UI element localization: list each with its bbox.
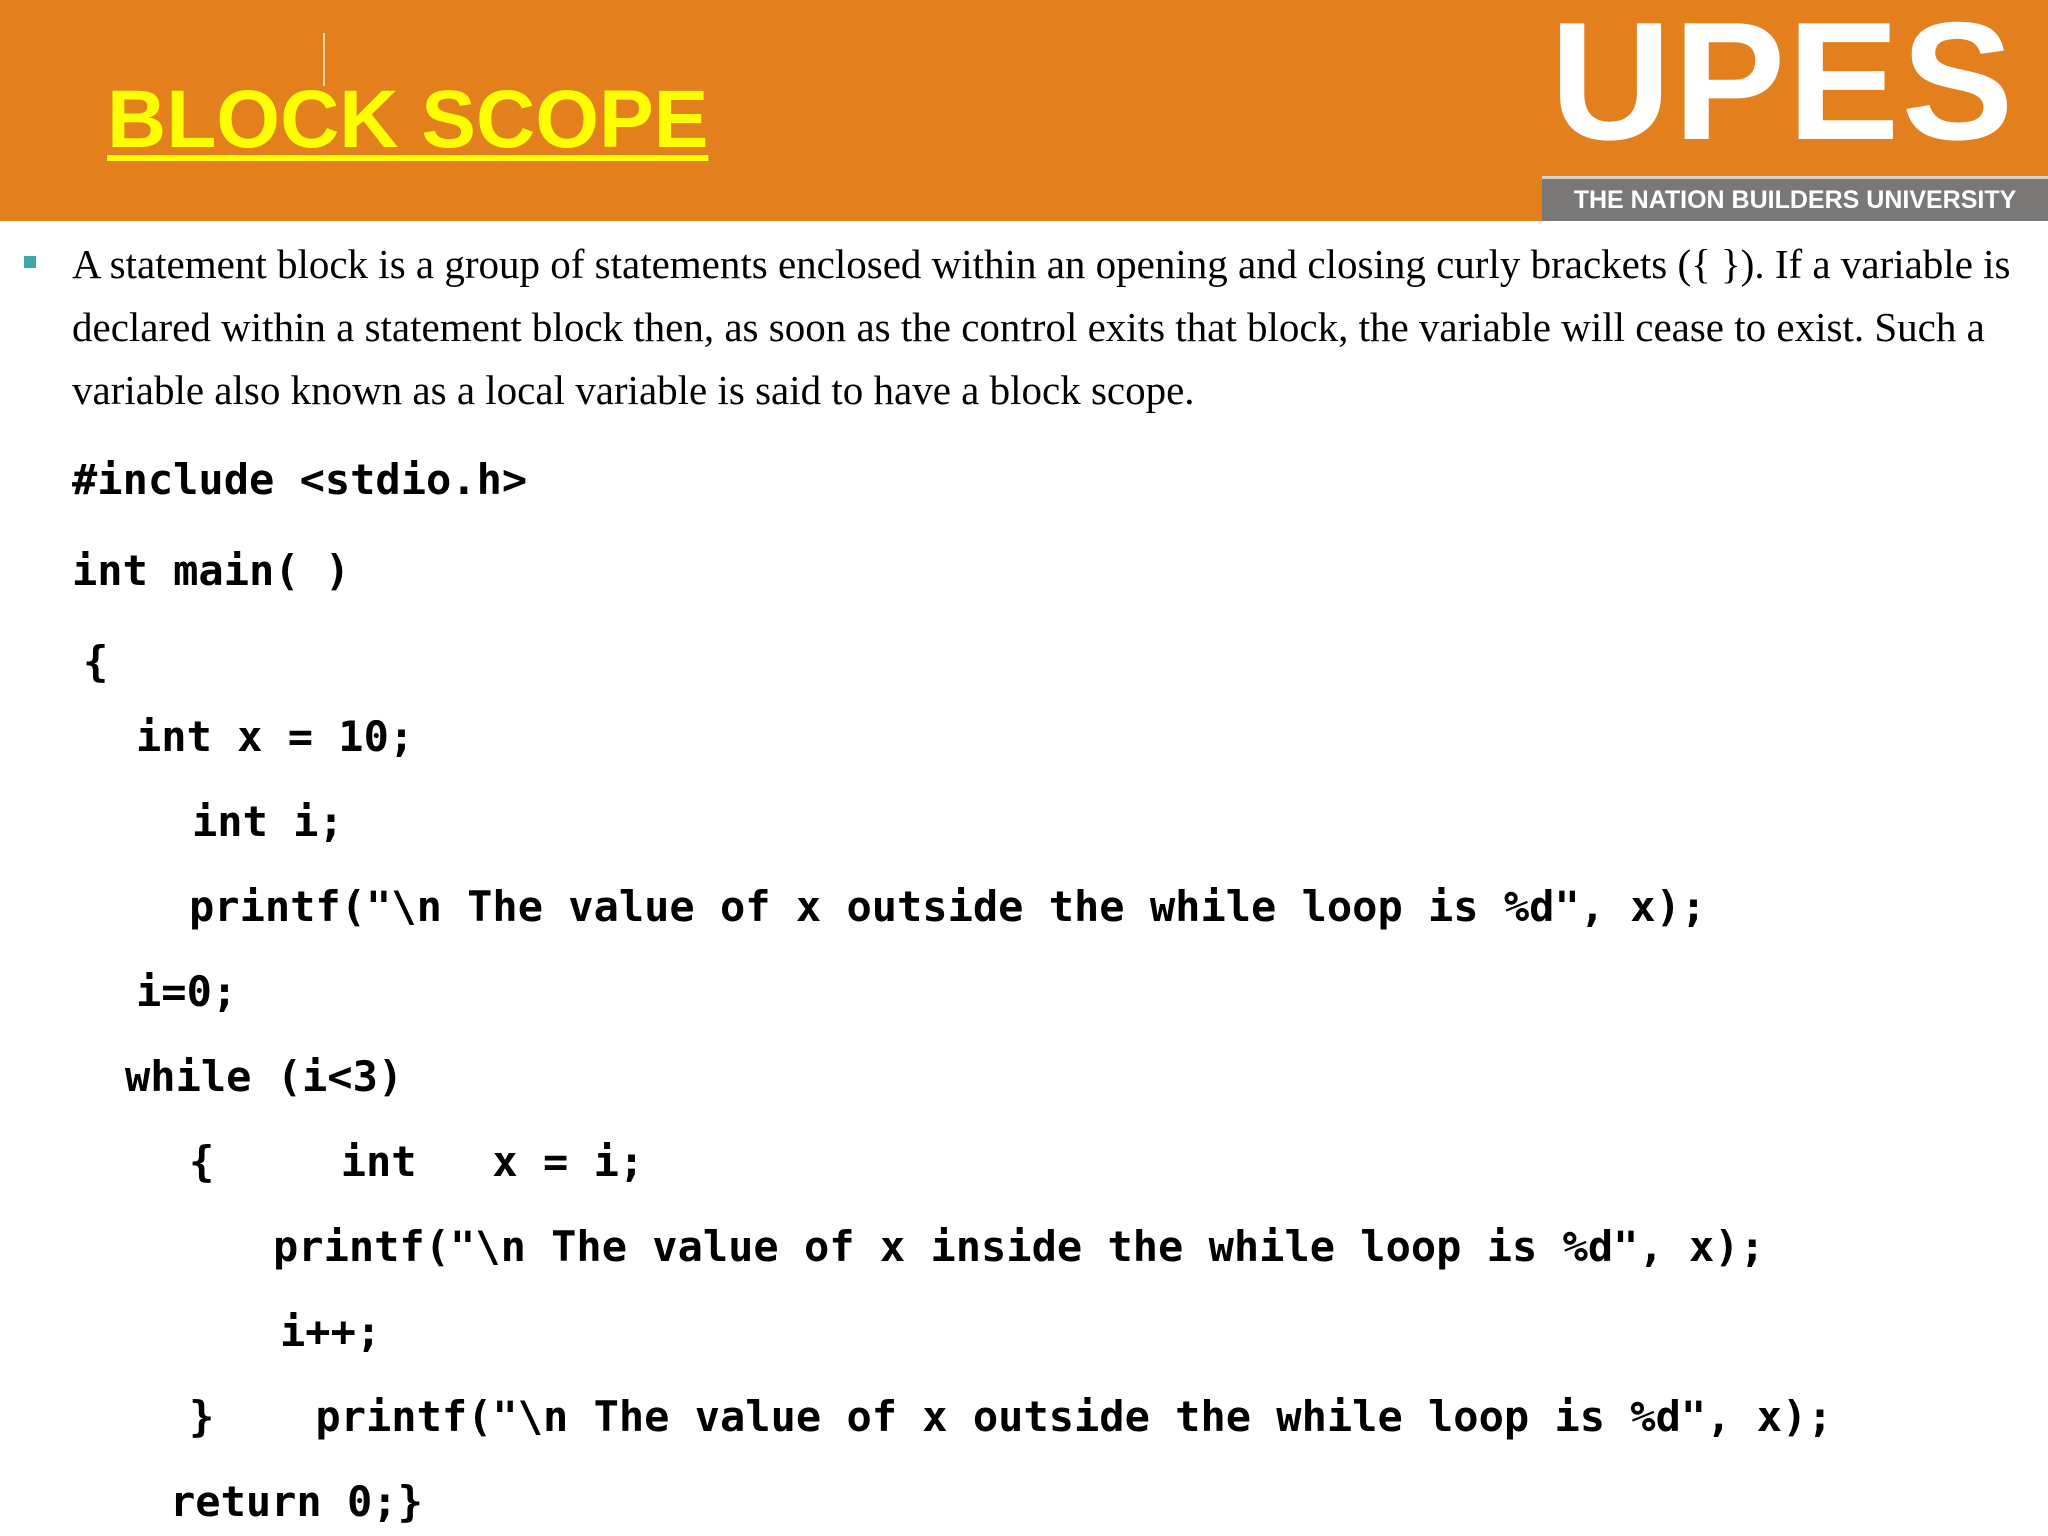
logo-tagline: THE NATION BUILDERS UNIVERSITY bbox=[1573, 186, 2017, 214]
upes-logo bbox=[1542, 0, 2048, 221]
code-line-printf-outside: printf("\n The value of x outside the while loop is %d", x); bbox=[189, 882, 1707, 931]
slide-title: BLOCK SCOPE bbox=[107, 74, 709, 165]
code-line-include: #include <stdio.h> bbox=[72, 455, 528, 504]
logo-tagline-bar bbox=[1542, 176, 2048, 221]
bullet-paragraph: A statement block is a group of statements enclosed within an opening and closing curly brackets ({ }). If a variable is declared within a statement block then, as soon as the control exits that block, the variable will cease to exist. Such a variable also known as a local variable is said to have a block scope. bbox=[72, 241, 2021, 413]
code-line-return: return 0;} bbox=[170, 1477, 423, 1526]
code-line-int-i: int i; bbox=[192, 797, 344, 846]
code-line-while: while (i<3) bbox=[125, 1052, 404, 1101]
code-line-main: int main( ) bbox=[72, 546, 351, 595]
logo-wordmark: UPES bbox=[1550, 6, 2016, 156]
bullet-square-icon bbox=[24, 256, 36, 268]
code-line-open-brace: { bbox=[83, 637, 109, 686]
code-line-inner-int-x: { int x = i; bbox=[189, 1137, 645, 1186]
code-line-printf-inside: printf("\n The value of x inside the while loop is %d", x); bbox=[273, 1222, 1765, 1271]
header-banner bbox=[0, 0, 2048, 221]
code-line-increment: i++; bbox=[280, 1307, 382, 1356]
code-line-close-printf: } printf("\n The value of x outside the while loop is %d", x); bbox=[189, 1392, 1833, 1441]
code-line-i-zero: i=0; bbox=[136, 967, 238, 1016]
code-line-int-x: int x = 10; bbox=[136, 712, 415, 761]
